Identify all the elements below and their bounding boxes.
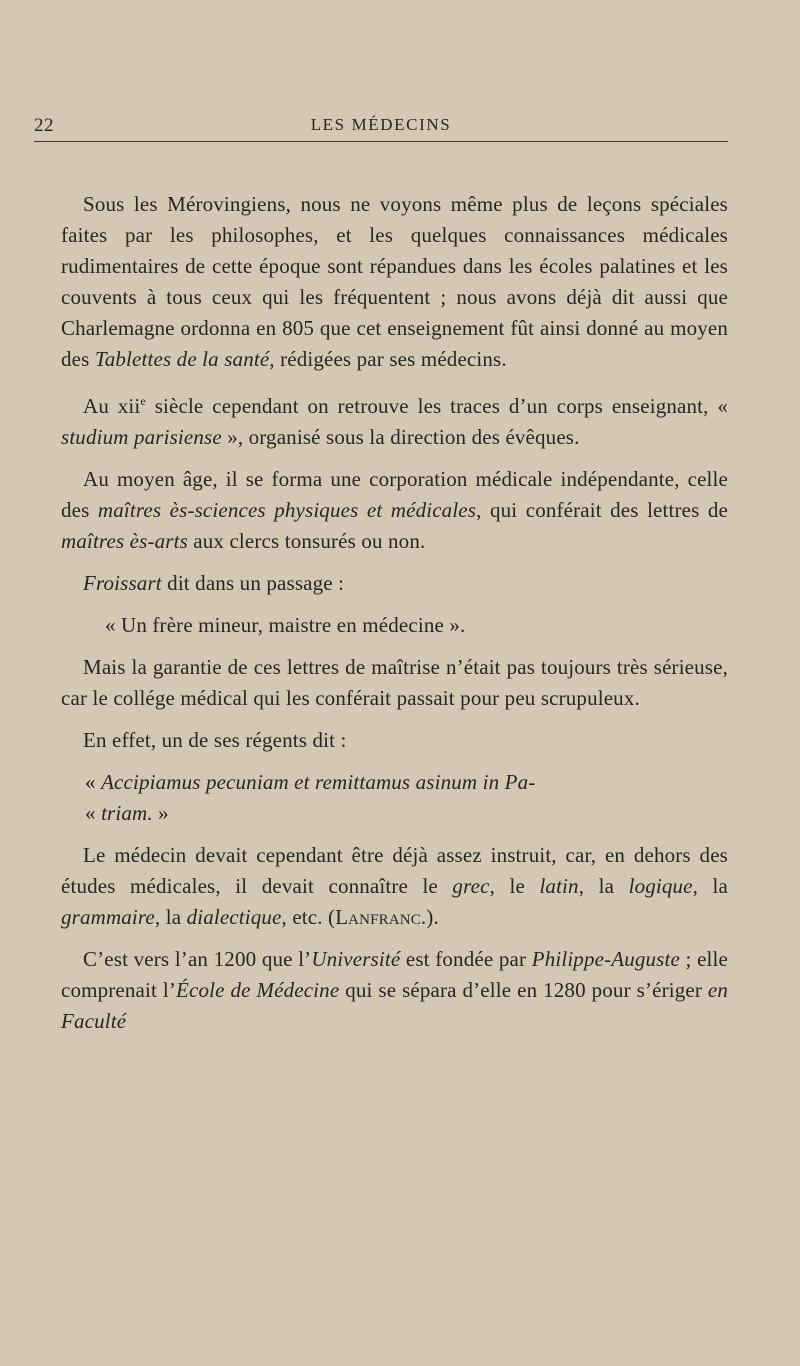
body-text [61, 189, 728, 1048]
quote-latin [61, 767, 728, 798]
running-title: LES MÉDECINS [310, 115, 452, 134]
text-span: Au moyen âge, il se forma une corporation médicale indépendante, celle des [61, 467, 728, 522]
italic-term: maîtres ès-sciences physiques et médicales [97, 498, 477, 522]
text-span: , etc. ( [281, 905, 336, 929]
paragraph-merovingiens [61, 189, 728, 375]
italic-name: Froissart [83, 571, 162, 595]
text-span: siècle cependant on retrouve les traces d’un corps enseignant, « [145, 394, 728, 418]
small-caps-name: Lanfranc [335, 905, 421, 929]
italic-term: dialectique [186, 905, 282, 929]
text-span: Au xii [83, 394, 141, 418]
paragraph-xii-siecle [61, 386, 728, 453]
italic-term: École de Médecine [176, 978, 340, 1002]
text-span: , rédigées par ses médecins. [269, 347, 507, 371]
paragraph-medecin-instruit [61, 840, 728, 933]
italic-term: logique [628, 874, 693, 898]
text-span: , la [578, 874, 629, 898]
italic-term: grammaire [61, 905, 155, 929]
text-span: Le médecin devait cependant être déjà assez instruit, car, en dehors des études médicales, il devait connaître le [61, 843, 728, 898]
italic-title: Tablettes de la santé [94, 347, 270, 371]
quote-latin-continued [61, 798, 728, 829]
page-number: 22 [34, 115, 54, 136]
paragraph-garantie: Mais la garantie de ces lettres de maîtrise n’était pas toujours très sérieuse, car le collége médical qui les conférait passait pour peu scrupuleux. [61, 655, 728, 710]
paragraph-froissart [61, 568, 728, 599]
italic-name: Philippe-Auguste [531, 947, 680, 971]
text-span: » [152, 801, 169, 825]
text-span: , la [154, 905, 187, 929]
paragraph-regents: En effet, un de ses régents dit : [83, 728, 347, 752]
italic-term: en Faculté [61, 978, 728, 1033]
text-span: », organisé sous la direction des évêques. [221, 425, 580, 449]
text-span: , le [489, 874, 540, 898]
italic-term: maîtres ès-arts [61, 529, 188, 553]
paragraph-moyen-age [61, 464, 728, 557]
page-header [34, 113, 728, 142]
italic-quote: Accipiamus pecuniam et remittamus asinum in Pa- [101, 770, 536, 794]
italic-term: Université [311, 947, 401, 971]
text-span: qui se sépara d’elle en 1280 pour s’ériger [339, 978, 708, 1002]
text-span: « [85, 801, 102, 825]
italic-term: grec [452, 874, 490, 898]
text-span: aux clercs tonsurés ou non. [187, 529, 426, 553]
paragraph-universite [61, 944, 728, 1037]
text-span: « [85, 770, 102, 794]
quote-frere-mineur: « Un frère mineur, maistre en médecine ». [105, 613, 466, 637]
text-span: .). [420, 905, 439, 929]
text-span: C’est vers l’an 1200 que l’ [83, 947, 312, 971]
superscript: e [140, 394, 146, 408]
italic-term: latin [539, 874, 579, 898]
text-span: dit dans un passage : [161, 571, 345, 595]
italic-term: studium parisiense [61, 425, 222, 449]
text-span: ; elle comprenait l’ [61, 947, 728, 1002]
text-span: est fondée par [400, 947, 532, 971]
text-span: Sous les Mérovingiens, nous ne voyons même plus de leçons spéciales faites par les philosophes, et les quelques connaissances médicales rudimentaires de cette époque sont répandues dans les écoles palatines et les couvents à tous ceux qui les fréquentent ; nous avons déjà dit aussi que Charlemagne ordonna en 805 que cet enseignement fût ainsi donné au moyen des [61, 192, 728, 371]
text-span: , qui conférait des lettres de [476, 498, 729, 522]
text-span: , la [692, 874, 728, 898]
italic-quote: triam. [101, 801, 153, 825]
